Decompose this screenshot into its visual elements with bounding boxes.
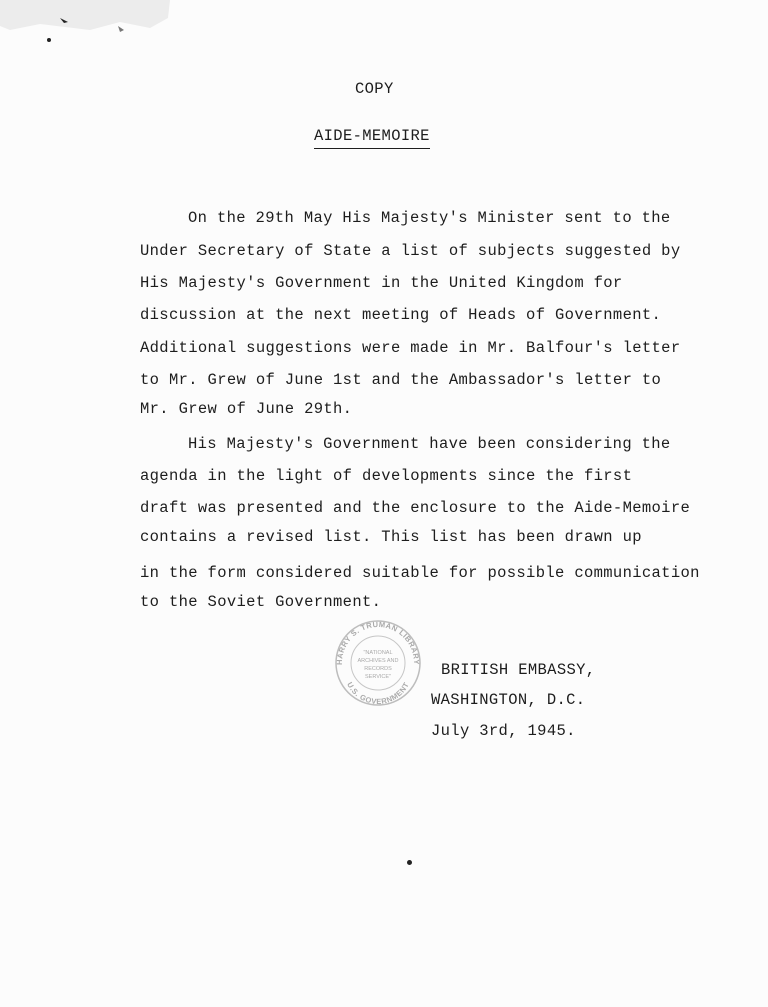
body-line: Additional suggestions were made in Mr. Balfour's letter — [140, 339, 681, 357]
stamp-center-text: ARCHIVES AND — [357, 658, 399, 664]
stamp-top-text: HARRY S. TRUMAN LIBRARY — [334, 619, 422, 666]
archives-stamp — [330, 618, 426, 708]
body-line: agenda in the light of developments since the first — [140, 467, 633, 485]
body-line: discussion at the next meeting of Heads of Government. — [140, 306, 662, 324]
corner-smudge — [0, 0, 170, 40]
body-line: Mr. Grew of June 29th. — [140, 400, 353, 418]
ink-speck — [47, 38, 51, 42]
stamp-bottom-text: U.S. GOVERNMENT — [345, 680, 411, 707]
body-line: to Mr. Grew of June 1st and the Ambassador's letter to — [140, 371, 662, 389]
body-line: to the Soviet Government. — [140, 593, 382, 611]
body-line: On the 29th May His Majesty's Minister sent to the — [188, 209, 671, 227]
body-line: His Majesty's Government have been considering the — [188, 435, 671, 453]
signature-city: WASHINGTON, D.C. — [431, 691, 586, 709]
body-line: in the form considered suitable for possible communication — [140, 564, 700, 582]
document-title: AIDE-MEMOIRE — [314, 126, 430, 149]
body-line: Under Secretary of State a list of subjects suggested by — [140, 242, 681, 260]
ink-speck — [407, 860, 412, 865]
body-line: His Majesty's Government in the United Kingdom for — [140, 274, 623, 292]
signature-org: BRITISH EMBASSY, — [441, 661, 596, 679]
stamp-center-text: RECORDS — [364, 666, 392, 672]
body-line: draft was presented and the enclosure to the Aide-Memoire — [140, 499, 691, 517]
heading-copy: COPY — [355, 80, 394, 98]
body-line: contains a revised list. This list has been drawn up — [140, 528, 642, 546]
signature-date: July 3rd, 1945. — [431, 722, 576, 740]
stamp-center-text: "NATIONAL — [363, 650, 393, 656]
svg-text:U.S. GOVERNMENT — [345, 681, 411, 707]
stamp-center-text: SERVICE" — [365, 674, 391, 680]
